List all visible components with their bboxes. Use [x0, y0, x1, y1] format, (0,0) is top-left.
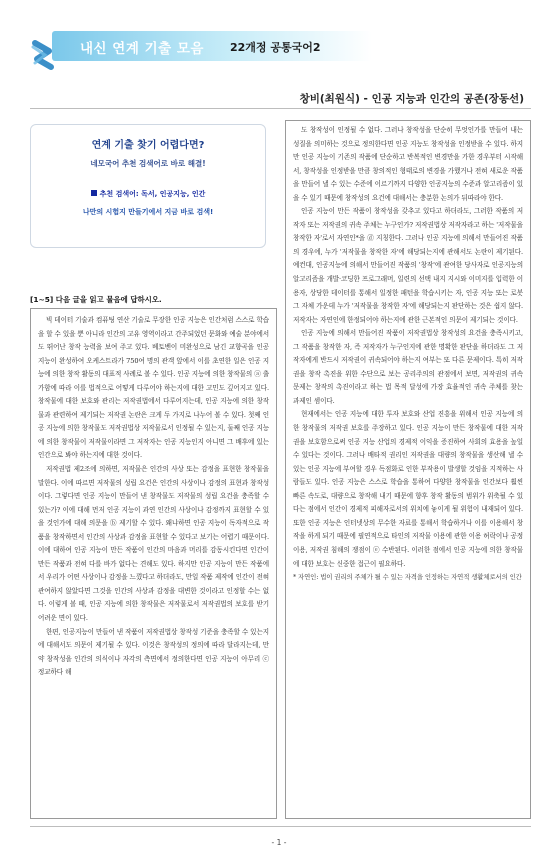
passage-paragraph: 현재에서는 인공 지능에 대한 투자 보호와 산업 진흥을 위해서 인공 지능에 의한 창작물의 저작권 보호를 주장하고 있다. 인공 지능이 만든 창작물에 대한 저작권을 보호함으로써 인공 지능 산업의 경제적 이익을 증진하여 사회의 효용을 높일 수 있다는 것이다. 그러나 배타적 권리인 저작권을 대량의 창작물을 생산해 낼 수 있는 인공 지능에 부여할 경우 독점화로 인한 부작용이 발생할 것임을 지적하는 사람들도 있다. 인공 지능은 스스로 학습을 통하여 다양한 창작물을 인간보다 훨씬 빠른 속도로, 대량으로 창작해 내기 때문에 향후 창작 활동의 범위가 위축될 수 있다는 점에서 인간이 경제적 피해자로서의 위치에 놓이게 될 위험이 내재되어 있다. 또한 인공 지능은 인터넷상의 무수한 자료를 통해서 학습하거나 이를 이용해서 창작을 하게 되기 때문에 필연적으로 타인의 저작물 이용에 관한 이용 허락이나 공정 이용, 저작권 침해의 쟁점이 ⓔ 수반된다. 이러한 점에서 인공 지능에 의한 창작물에 대한 보호는 신중한 접근이 필요하다. [293, 410, 523, 568]
page-number: - 1 - [271, 838, 287, 847]
passage-paragraph: 한편, 인공지능이 만들어 낸 작품이 저작권법상 창작성 기준을 충족할 수 있는지에 대해서도 의문이 제기될 수 있다. 이것은 창작성의 정의에 따라 달라지는데, 만약 창작성을 인간의 의식이나 자각의 측면에서 정의한다면 인공 지능이 아무리 ⓒ 정교하다 해 [38, 627, 269, 677]
passage-paragraph: 저작권법 제2조에 의하면, 저작물은 인간의 사상 또는 감정을 표현한 창작물을 말한다. 이에 따르면 저작물의 성립 요건은 인간의 사상이나 감정의 표현과 창작성이다. 그렇다면 인공 지능이 만들어 낸 창작물도 저작물의 성립 요건을 충족할 수 있는가? 이에 대해 먼저 인공 지능이 과연 인간의 사상이나 감정까지 표현할 수 있을 것인가에 대해 의문을 ⓑ 제기할 수 있다. 왜냐하면 인공 지능이 독자적으로 작품을 창작하면서 인간의 사상과 감정을 표현할 수 있다고 보기는 어렵기 때문이다. 이에 대하여 인공 지능이 만든 작품이 인간의 마음과 머리를 감동시킨다면 인간이 만든 작품과 전혀 다를 바가 없다는 견해도 있다. 하지만 인공 지능이 만든 작품에서 우리가 어떤 사상이나 감정을 느꼈다고 하더라도, 만일 작품 제작에 인간이 전혀 관여하지 않았다면 그것을 인간의 사상과 감정을 대변한 것이라고 인정할 수는 없다. 이렇게 볼 때, 인공 지능에 의한 창작물은 저작물로서 저작권법의 보호를 받기 어려운 면이 있다. [38, 465, 269, 623]
header-divider [30, 108, 531, 109]
question-instruction: [1~5] 다음 글을 읽고 물음에 답하시오. [30, 295, 162, 304]
footer-divider [30, 826, 531, 827]
promo-search-text: 추천 검색어: 독서, 인공지능, 인간 [99, 190, 206, 198]
passage-paragraph: 도 창작성이 인정될 수 없다. 그러나 창작성을 단순히 무엇인가를 만들어 내는 성질을 의미하는 것으로 정의한다면 인공 지능도 창작성을 인정받을 수 있다. 하지만 인공 지능이 기존의 작품에 단순하고 반복적인 변경만을 가한 경우부터 시작해서, 창작성을 인정받을 만큼 창의적인 형태로의 변경을 가했거나 전혀 새로운 작품을 만들어 낼 수 있는 수준에 이르기까지 다양한 인공지능의 수준과 알고리즘이 있을 수 있기 때문에 창작성의 요건에 대해서는 충분한 논의가 뒤따라야 한다. [293, 126, 523, 202]
promo-box [30, 124, 266, 248]
passage-paragraph: 인공 지능이 만든 작품이 창작성을 갖추고 있다고 하더라도, 그러한 작품의 저작자 또는 저작권의 귀속 주체는 누구인가? 저작권법상 저작자라고 하는 '저작물을 창작한 자'로서 자연인*을 ⓓ 지칭한다. 그러나 인공 지능에 의해서 만들어진 작품의 경우에, 누가 '저작물을 창작한 자'에 해당되는지에 관해서도 논란이 제기된다. 예컨대, 인공지능에 의해서 만들어진 작품의 '창작'에 관여한 당사자로 인공지능의 알고리즘을 개발·코딩한 프로그래머, 일련의 선택 내지 지시와 이미지를 입력한 이용자, 상당한 데이터를 통해서 일정한 패턴을 학습시키는 자, 인공 지능 또는 로봇 그 자체 가운데 누가 '저작물을 창작한 자'에 해당되는지 판단하는 것은 쉽지 않다. 저작자는 자연인에 한정되어야 하는지에 관한 근본적인 의문이 제기되는 것이다. [293, 207, 524, 324]
passage-right [285, 120, 531, 819]
passage-paragraph: 빅 데이터 기술과 컴퓨팅 연산 기술로 무장한 인공 지능은 인간처럼 스스로 학습을 할 수 있을 뿐 아니라 인간의 고유 영역이라고 간주되었던 문화와 예술 분야에서도 뛰어난 창작 능력을 보여 주고 있다. 베토벤이 미완성으로 남긴 교향곡을 인공 지능이 완성하여 오케스트라가 750여 명의 관객 앞에서 이를 초연한 일은 인공 지능에 의한 창작 활동의 대표적 사례로 볼 수 있다. 인공 지능에 의한 창작물의 ⓐ 출가함에 따라 이를 법적으로 어떻게 다루어야 하는지에 대한 고민도 깊어지고 있다. 창작물에 대한 보호와 관리는 저작권법에서 다루어지는데, 인공 지능에 의한 창작물과 관련하여 제기되는 저작권 논란은 크게 두 가지로 나누어 볼 수 있다. 첫째 인공 지능에 의한 창작물도 저작권법상 저작물로서 인정될 수 있는지, 둘째 인공 지능에 의한 창작물이 저작물이라면 그 저작자는 인공 지능인지 아니면 그 배후에 있는 인간으로 봐야 하는지에 대한 것이다. [38, 316, 269, 460]
promo-subtitle: 네모국어 추천 검색어로 바로 해결! [90, 159, 206, 168]
passage-paragraph: 인공 지능에 의해서 만들어진 작품이 저작권법상 창작성의 요건을 충족시키고, 그 작품을 창작한 자, 즉 저작자가 누구인지에 관한 명확한 판단을 하더라도 그 저작자에게 반드시 저작권이 귀속되어야 하는지 여부는 또 다른 문제이다. 특히 저작권을 창작 촉진을 위한 수단으로 보는 공리주의의 관점에서 보면, 저작권의 귀속 문제는 창작의 촉진이라고 하는 법 목적 달성에 가장 효율적인 귀속 주체를 찾는 과제인 셈이다. [293, 329, 523, 405]
square-bullet-icon [91, 190, 97, 196]
footnote: * 자연인: 법이 권리의 주체가 될 수 있는 자격을 인정하는 자연적 생활체로서의 인간 [293, 573, 522, 582]
subject-label: 22개정 공통국어2 [230, 41, 321, 54]
promo-footer: 나만의 시험지 만들기에서 지금 바로 검색! [82, 208, 214, 216]
promo-search-line [31, 189, 265, 199]
work-title: 창비(최원식) - 인공 지능과 인간의 공존(장동선) [299, 93, 524, 105]
series-title: 내신 연계 기출 모음 [80, 41, 204, 57]
passage-left [30, 308, 277, 819]
promo-title: 연계 기출 찾기 어렵다면? [91, 140, 205, 151]
